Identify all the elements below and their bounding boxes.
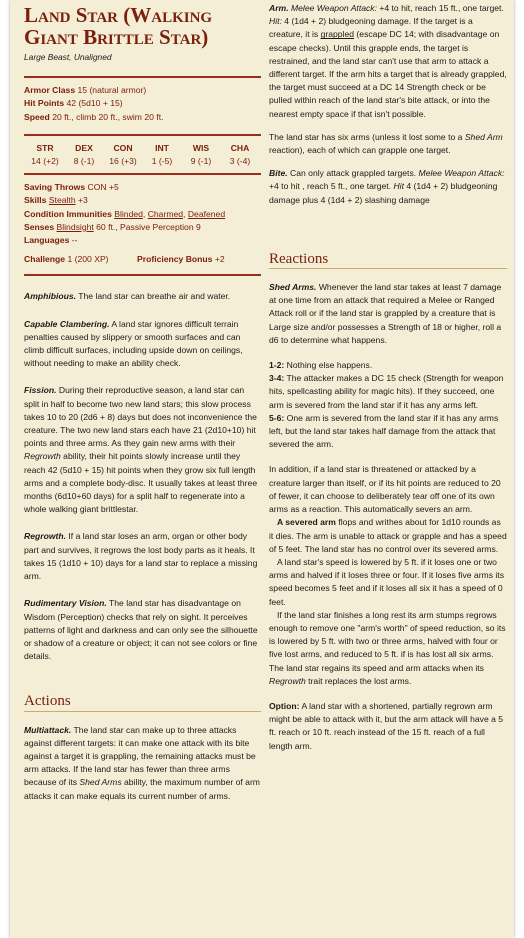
ability-score: 8 (-1) [73,156,95,167]
speed-reduction-note: A land star's speed is lowered by 5 ft. if it loses one or two arms and halved if it loses three or four. If it loses five arms its speed becomes 5 feet and if it loses all six it has a speed of 0 feet. [269,556,504,607]
ability-score: 3 (-4) [229,156,251,167]
action-arm: Arm. Melee Weapon Attack: +4 to hit, reach 15 ft., one target. Hit: 4 (1d4 + 2) bludgeoning damage. If the target is a creature, it is grappled (escape DC 14; with disadvantage on escape checks). Until this grapple ends, the target is restrained, and the land star can't use that arm to attack a different target. If the arm hits a target that is already grappled, the target must succeed at a DC 14 Strength check or be pulled within reach of the land star's bite attack, or into the nearest empty space if that isn't possible. [269,3,507,119]
divider [24,134,261,136]
six-arms-note: The land star has six arms (unless it lost some to a Shed Arm reaction), each of which can grapple one target. [269,131,503,156]
hit-points: Hit Points 42 (5d10 + 15) [24,98,123,109]
option-note: Option: A land star with a shortened, partially regrown arm might be able to attack with it, but the arm attack will have a 5 ft. reach or 10 ft. reach instead of the 15 ft. reach of a full length arm. [269,700,504,751]
speed: Speed 20 ft., climb 20 ft., swim 20 ft. [24,111,164,122]
skills: Skills Stealth +3 [24,195,88,206]
sense-link-blindsight[interactable]: Blindsight [56,221,94,232]
creature-type: Large Beast, Unaligned [24,52,112,62]
divider [24,274,261,276]
skill-link-stealth[interactable]: Stealth [48,195,76,206]
ability-name: CHA [230,142,250,153]
ability-name: STR [36,142,54,153]
right-column [269,2,507,753]
divider [24,76,261,78]
ability-scores [24,155,261,168]
detail-stats [24,181,261,266]
ability-score: 9 (-1) [190,156,212,167]
severed-arm-note: A severed arm flops and writhes about for 1d10 rounds as it dies. The arm is unable to attack or grapple and has a speed of 5 feet. The land star has no control over its severed arms. [269,517,507,554]
condition-link[interactable]: Blinded [114,208,143,219]
trait-capable-clambering: Capable Clambering. A land star ignores difficult terrain penalties caused by slippery or smooth surfaces and can climb difficult surfaces, including upside down on ceilings, without needing to make an ability check. [24,318,243,369]
basic-stats [24,84,261,124]
creature-name: Land Star (Walking Giant Brittle Star) [24,3,213,49]
senses: Senses Blindsight 60 ft., Passive Perception 9 [24,221,201,232]
languages: Languages -- [24,235,78,246]
actions-heading: Actions [24,695,261,711]
ability-name: DEX [75,142,93,153]
action-multiattack: Multiattack. The land star can make up to three attacks against different targets: it can make one attack with its bite against a target it is grappling, the remaining attacks must be arm attacks. If the land star has fewer than three arms because of its Shed Arms ability, the maximum number of arm attacks it can make equals its current number of arms. [24,724,260,801]
left-column [24,0,261,803]
ability-score: 1 (-5) [151,156,173,167]
ability-headers [24,142,261,155]
saving-throws: Saving Throws CON +5 [24,182,119,193]
reaction-shed-arms: Shed Arms. Whenever the land star takes at least 7 damage at one time from an attack that required a Melee or Ranged Attack roll or if the land star is grappled by a creature that is Large size and/or possesses a Strength of 18 or higher, roll a d6 to determine what happens. [269,282,502,345]
ability-score: 16 (+3) [109,156,137,167]
condition-link-grappled[interactable]: grappled [320,29,355,40]
action-bite: Bite. Can only attack grappled targets. Melee Weapon Attack: +4 to hit , reach 5 ft., one target. Hit 4 (1d4 + 2) bludgeoning damage plus 4 (1d4 + 2) slashing damage [269,168,505,205]
ability-name: WIS [192,142,210,153]
roll-result-1-2: 1-2: Nothing else happens. [269,360,373,371]
trait-amphibious: Amphibious. The land star can breathe air and water. [24,291,231,302]
ability-name: CON [113,142,133,153]
trait-rudimentary-vision: Rudimentary Vision. The land star has disadvantage on Wisdom (Perception) checks that rely on sight. It perceives patterns of light and darkness and can only see the silhouette or shadow of a creature or object; it can not see colors or fine details. [24,598,258,662]
trait-fission: Fission. During their reproductive season, a land star can split in half to become two new land stars; this slow process takes 10 to 20 (2d6 + 8) days but does not inconvenience the creature. The two new land stars each have 21 (2d10+10) hit points and three arms. As they gain new arms with their Regrowth ability, their hit points slowly increase until they reach 42 (5d10 + 15) hit points when they grow six full length arms and a complete body-disc. It usually takes at least three months (6d10+60 days) for a split half to regenerate into a whole walking giant brittlestar. [24,385,258,515]
stat-block-page [10,0,514,938]
condition-immunities: Condition Immunities Blinded, Charmed, Deafened [24,208,226,219]
roll-result-3-4: 3-4: The attacker makes a DC 15 check (Strength for weapon hits, spellcasting ability for magic hits). If they succeed, one arm is severed from the land star if it has any arms left. [269,373,504,410]
armor-class: Armor Class 15 (natural armor) [24,85,147,96]
condition-link[interactable]: Charmed [147,208,184,219]
divider [24,173,261,175]
deliberate-shed-note: In addition, if a land star is threatened or attacked by a creature larger than itself, or if its hit points are reduced to 20 of fewer, it can choose to deliberately tear off one of its own arms as a reaction. This automatically severs an arm. [269,464,501,515]
roll-result-5-6: 5-6: One arm is severed from the land star if it has any arms left, but the land star takes half damage from the attack that severed the arm. [269,412,499,450]
challenge-row: Challenge 1 (200 XP) Proficiency Bonus +2 [24,254,225,265]
trait-regrowth: Regrowth. If a land star loses an arm, organ or other body part and survives, it regrows the lost body parts as it heals. It takes 15 (1d10 + 10) days for a land star to replace a missing arm. [24,531,258,582]
reactions-heading: Reactions [269,253,507,269]
condition-link[interactable]: Deafened [187,208,226,219]
ability-score: 14 (+2) [31,156,59,167]
long-rest-note: If the land star finishes a long rest its arm stumps regrows enough to remove one "arm's worth" of speed reduction, so its is lowered by 5 ft. with two or three arms, halved with four or five lost arms, and reduced to 5 ft. if is has lost all six arms. The land star regains its speed and arm attacks when its Regrowth trait replaces the lost arms. [269,609,506,686]
ability-name: INT [155,142,169,153]
